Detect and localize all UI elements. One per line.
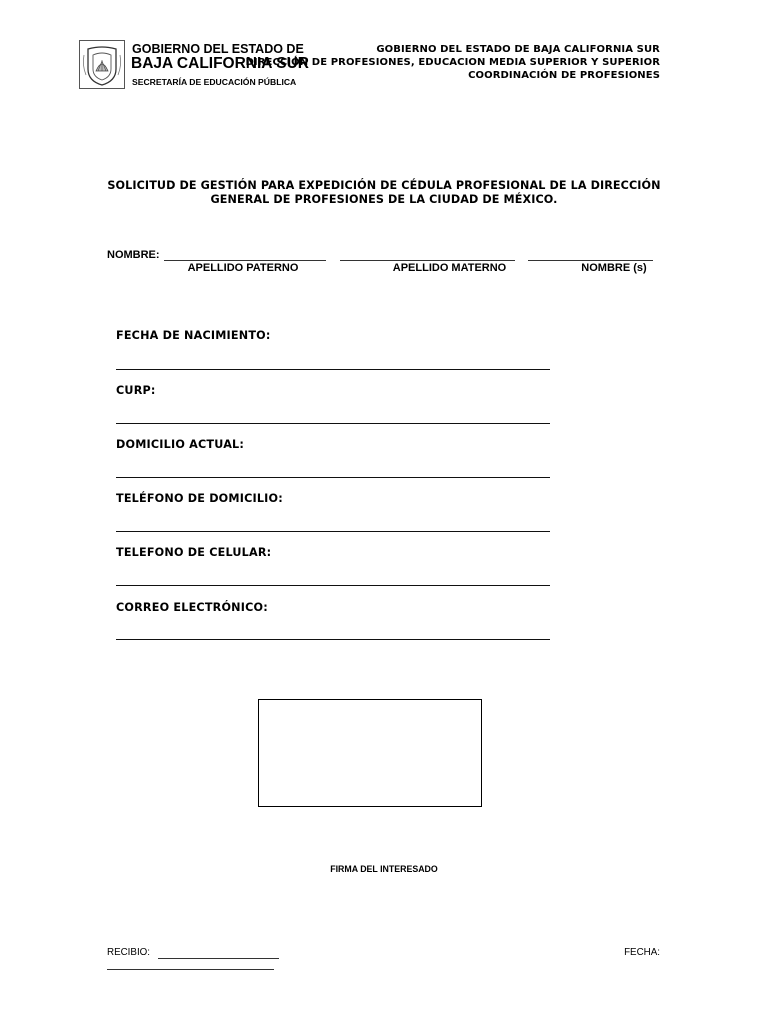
title-line-1: SOLICITUD DE GESTIÓN PARA EXPEDICIÓN DE CÉDULA PROFESIONAL DE LA DIRECCIÓN bbox=[107, 179, 661, 192]
recibio-line[interactable] bbox=[158, 958, 279, 959]
signature-label: FIRMA DEL INTERESADO bbox=[330, 864, 438, 874]
fecha-label: FECHA: bbox=[624, 947, 660, 958]
telefono-domicilio-label: TELÉFONO DE DOMICILIO: bbox=[116, 492, 283, 505]
apellido-paterno-line[interactable] bbox=[164, 260, 326, 261]
logo-text-baja-california-sur: BAJA CALIFORNIA SUR bbox=[131, 55, 309, 72]
curp-label: CURP: bbox=[116, 384, 156, 397]
telefono-domicilio-line[interactable] bbox=[116, 531, 550, 532]
correo-electronico-label: CORREO ELECTRÓNICO: bbox=[116, 601, 268, 614]
apellido-materno-label: APELLIDO MATERNO bbox=[392, 262, 507, 274]
nombres-label: NOMBRE (s) bbox=[581, 262, 647, 274]
nombre-label: NOMBRE: bbox=[107, 249, 160, 261]
header-line-direction: DIRECCIÓN DE PROFESIONES, EDUCACION MEDIA SUPERIOR Y SUPERIOR bbox=[245, 57, 660, 68]
recibio-label: RECIBIO: bbox=[107, 947, 151, 958]
apellido-materno-line[interactable] bbox=[340, 260, 515, 261]
logo-text-secretaria: SECRETARÍA DE EDUCACIÓN PÚBLICA bbox=[132, 77, 297, 87]
logo-text-gobierno: GOBIERNO DEL ESTADO DE bbox=[132, 42, 304, 56]
shield-emblem-icon bbox=[80, 41, 124, 88]
title-line-2: GENERAL DE PROFESIONES DE LA CIUDAD DE MÉXICO. bbox=[210, 193, 558, 206]
curp-line[interactable] bbox=[116, 423, 550, 424]
state-emblem-icon bbox=[79, 40, 125, 89]
signature-box[interactable] bbox=[258, 699, 482, 807]
apellido-paterno-label: APELLIDO PATERNO bbox=[187, 262, 299, 274]
header-line-coordination: COORDINACIÓN DE PROFESIONES bbox=[468, 70, 660, 81]
recibio-second-line[interactable] bbox=[107, 969, 274, 970]
fecha-nacimiento-line[interactable] bbox=[116, 369, 550, 370]
domicilio-actual-line[interactable] bbox=[116, 477, 550, 478]
header-line-government: GOBIERNO DEL ESTADO DE BAJA CALIFORNIA SUR bbox=[376, 44, 660, 55]
nombres-line[interactable] bbox=[528, 260, 653, 261]
document-title bbox=[100, 179, 668, 207]
telefono-celular-label: TELEFONO DE CELULAR: bbox=[116, 546, 272, 559]
telefono-celular-line[interactable] bbox=[116, 585, 550, 586]
fecha-nacimiento-label: FECHA DE NACIMIENTO: bbox=[116, 329, 271, 342]
domicilio-actual-label: DOMICILIO ACTUAL: bbox=[116, 438, 245, 451]
correo-electronico-line[interactable] bbox=[116, 639, 550, 640]
